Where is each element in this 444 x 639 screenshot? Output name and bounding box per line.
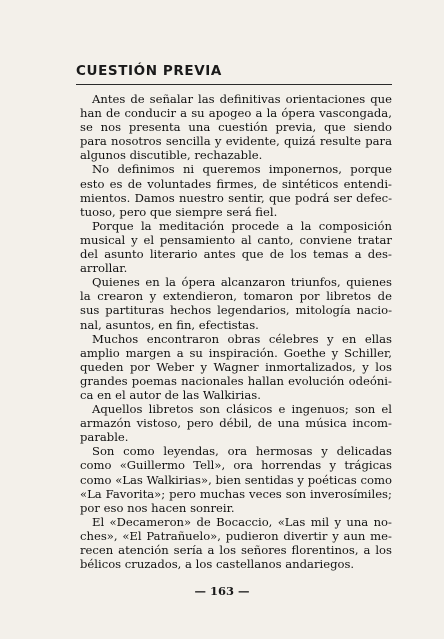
text-line: El «Decameron» de Bocaccio, «Las mil y una no- <box>92 514 392 529</box>
text-line: Muchos encontraron obras célebres y en ellas <box>92 331 392 346</box>
text-line: musical y el pensamiento al canto, conviene tratar <box>80 232 392 247</box>
paragraph <box>80 332 392 402</box>
heading-rule <box>76 84 392 85</box>
text-line: ches», «El Patrañuelo», pudieron divertir y aun me- <box>80 528 392 543</box>
paragraph <box>80 162 392 218</box>
text-line: se nos presenta una cuestión previa, que siendo <box>80 120 392 135</box>
paragraph <box>80 92 392 162</box>
text-line: Antes de señalar las definitivas orientaciones que <box>92 92 392 106</box>
paragraph <box>80 402 392 444</box>
text-line: mientos. Damos nuestro sentir, que podrá ser defec- <box>80 190 392 205</box>
text-line: como «Guillermo Tell», ora horrendas y trágicas <box>80 458 392 473</box>
text-line: recen atención sería a los señores florentinos, a los <box>80 543 392 557</box>
text-line: No definimos ni queremos imponernos, porque <box>92 162 392 177</box>
text-line: para nosotros sencilla y evidente, quizá resulte para <box>80 134 392 149</box>
text-line: ca en el autor de las Walkirias. <box>80 387 261 402</box>
text-line: han de conducir a su apogeo a la ópera vascongada, <box>80 106 392 121</box>
text-line: bélicos cruzados, a los castellanos andariegos. <box>80 557 355 572</box>
text-line: amplio margen a su inspiración. Goethe y Schiller, <box>80 345 392 360</box>
body-text <box>80 92 392 571</box>
paragraph <box>80 219 392 275</box>
paragraph <box>80 275 392 331</box>
text-line: tuoso, pero que siempre será fiel. <box>80 204 278 219</box>
text-line: armazón vistoso, pero débil, de una música incom- <box>80 416 392 431</box>
text-line: algunos discutible, rechazable. <box>80 148 263 163</box>
text-line: Aquellos libretos son clásicos e ingenuos; son el <box>92 402 392 417</box>
text-line: como «Las Walkirias», bien sentidas y poéticas como <box>80 472 392 487</box>
text-line: queden por Weber y Wagner inmortalizados, y los <box>80 359 392 374</box>
text-line: Son como leyendas, ora hermosas y delicadas <box>92 444 392 459</box>
text-line: del asunto literario antes que de los temas a des- <box>80 247 392 262</box>
text-line: la crearon y extendieron, tomaron por libretos de <box>80 289 392 304</box>
text-line: por eso nos hacen sonreir. <box>80 500 235 515</box>
text-line: Quienes en la ópera alcanzaron triunfos, quienes <box>92 275 392 290</box>
text-line: «La Favorita»; pero muchas veces son inverosímiles; <box>80 486 392 501</box>
paragraph <box>80 515 392 571</box>
text-line: Porque la meditación procede a la composición <box>92 218 392 233</box>
section-heading: CUESTIÓN PREVIA <box>76 63 222 79</box>
text-line: arrollar. <box>80 261 128 276</box>
text-line: sus partituras hechos legendarios, mitología nacio- <box>80 303 392 318</box>
text-line: esto es de voluntades firmes, de sintéticos entendi- <box>80 176 392 191</box>
text-line: grandes poemas nacionales hallan evolución odeóni- <box>80 373 392 388</box>
page-number: — 163 — <box>194 584 250 598</box>
text-line: nal, asuntos, en fin, efectistas. <box>80 317 259 332</box>
paragraph <box>80 444 392 514</box>
text-line: parable. <box>80 430 129 445</box>
